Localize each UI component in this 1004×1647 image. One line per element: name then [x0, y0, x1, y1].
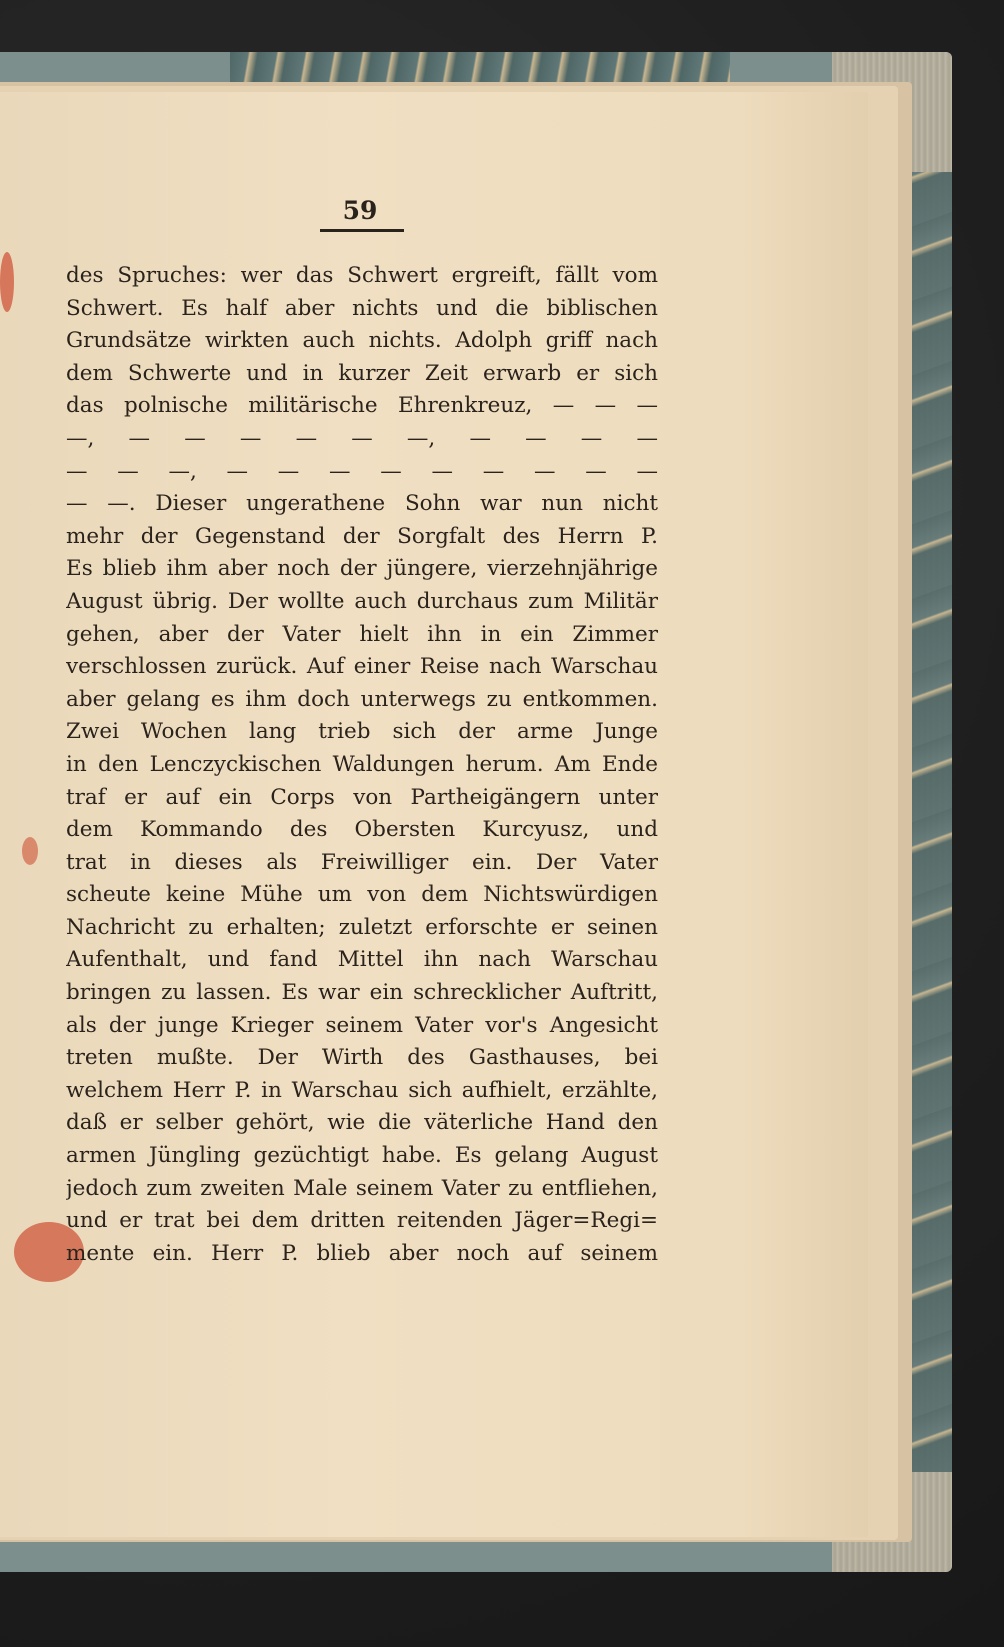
text-line: dem Schwerte und in kurzer Zeit erwarb er sich [66, 360, 658, 386]
text-line: bringen zu lassen. Es war ein schrecklicher Auftritt, [66, 980, 658, 1006]
text-line: daß er selber gehört, wie die väterliche Hand den [66, 1110, 658, 1136]
text-line: Schwert. Es half aber nichts und die biblischen [66, 295, 658, 321]
page-number: 59 [342, 196, 378, 225]
text-line: Es blieb ihm aber noch der jüngere, vierzehnjährige [66, 556, 658, 582]
text-line: armen Jüngling gezüchtigt habe. Es gelang August [66, 1143, 658, 1169]
text-line: und er trat bei dem dritten reitenden Jäger=Regi= [66, 1208, 658, 1234]
text-line: Grundsätze wirkten auch nichts. Adolph griff nach [66, 328, 658, 354]
text-line: als der junge Krieger seinem Vater vor's Angesicht [66, 1012, 658, 1038]
text-line: traf er auf ein Corps von Partheigängern unter [66, 784, 658, 810]
text-line: Nachricht zu erhalten; zuletzt erforschte er seinen [66, 914, 658, 940]
body-text [66, 260, 658, 1270]
cover-marbled-paper-top [230, 52, 730, 82]
text-line: trat in dieses als Freiwilliger ein. Der Vater [66, 849, 658, 875]
text-line: dem Kommando des Obersten Kurcyusz, und [66, 817, 658, 843]
text-line: Zwei Wochen lang trieb sich der arme Junge [66, 719, 658, 745]
stain-mark [22, 837, 38, 865]
text-line: Aufenthalt, und fand Mittel ihn nach Warschau [66, 947, 658, 973]
text-line: —, — — — — — —, — — — — [66, 425, 658, 451]
text-line: jedoch zum zweiten Male seinem Vater zu entfliehen, [66, 1175, 658, 1201]
text-line: — —. Dieser ungerathene Sohn war nun nicht [66, 491, 658, 517]
text-line: verschlossen zurück. Auf einer Reise nach Warschau [66, 654, 658, 680]
text-line: treten mußte. Der Wirth des Gasthauses, bei [66, 1045, 658, 1071]
text-line: gehen, aber der Vater hielt ihn in ein Zimmer [66, 621, 658, 647]
text-line: des Spruches: wer das Schwert ergreift, fällt vom [66, 263, 658, 288]
stain-mark [0, 252, 14, 312]
text-line: das polnische militärische Ehrenkreuz, — — — [66, 393, 658, 419]
text-line: scheute keine Mühe um von dem Nichtswürdigen [66, 882, 658, 908]
text-line: in den Lenczyckischen Waldungen herum. Am Ende [66, 751, 658, 777]
text-line: aber gelang es ihm doch unterwegs zu entkommen. [66, 686, 658, 712]
text-line: welchem Herr P. in Warschau sich aufhielt, erzählte, [66, 1077, 658, 1103]
text-line: mehr der Gegenstand der Sorgfalt des Herrn P. [66, 523, 658, 549]
text-line: mente ein. Herr P. blieb aber noch auf seinem [66, 1240, 658, 1266]
text-line: August übrig. Der wollte auch durchaus zum Militär [66, 588, 658, 614]
page-number-rule [320, 229, 404, 232]
text-line: — — —, — — — — — — — — — [66, 458, 658, 484]
